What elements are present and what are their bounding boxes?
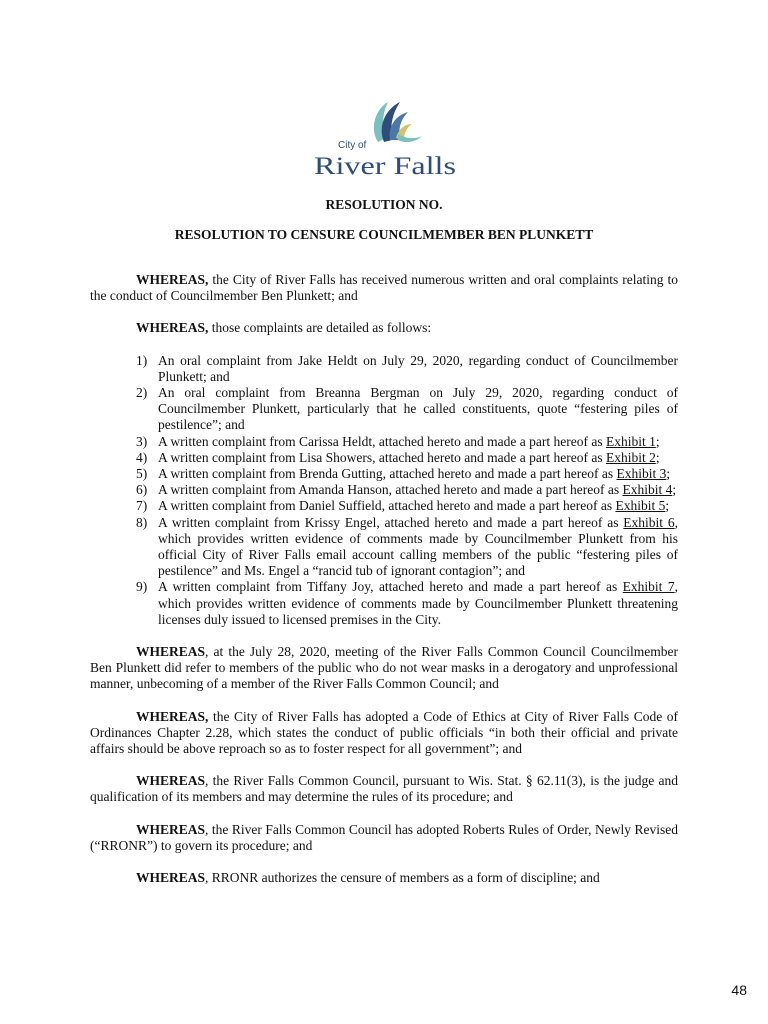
- complaints-list: [90, 353, 678, 628]
- exhibit-link[interactable]: Exhibit 1: [605, 433, 656, 449]
- whereas-text: the City of River Falls has adopted a Code of Ethics at City of River Falls Code of Ordinances Chapter 2.28, which states the conduct of public officials “in both their official and private affairs should be above reproach so as to foster respect for all government”; and: [90, 708, 678, 757]
- complaint-text: A written complaint from Daniel Suffield, attached hereto and made a part hereof as: [158, 498, 616, 514]
- exhibit-link[interactable]: Exhibit 2: [605, 449, 656, 465]
- complaint-item: [90, 385, 678, 434]
- logo-city-of-text: City of: [338, 140, 367, 151]
- whereas-paragraph: [90, 644, 678, 693]
- complaint-text-after: ;: [655, 433, 660, 449]
- complaint-number: 1): [136, 352, 148, 368]
- complaint-number: 9): [136, 579, 148, 595]
- complaint-item: [90, 482, 678, 498]
- whereas-paragraph: [90, 773, 678, 805]
- complaint-number: 5): [136, 466, 148, 482]
- river-falls-logo-graphic: [312, 96, 458, 180]
- whereas-text: , RRONR authorizes the censure of members as a form of discipline; and: [205, 870, 600, 886]
- complaint-text: A written complaint from Amanda Hanson, attached hereto and made a part hereof as: [158, 482, 623, 498]
- complaint-text-after: ;: [655, 449, 660, 465]
- whereas-text: the City of River Falls has received numerous written and oral complaints relating to the conduct of Councilmember Ben Plunkett; and: [90, 272, 678, 304]
- complaint-text: A written complaint from Lisa Showers, attached hereto and made a part hereof as: [158, 449, 606, 465]
- whereas-text: , at the July 28, 2020, meeting of the River Falls Common Council Councilmember Ben Plunkett did refer to members of the public who do not wear masks in a derogatory and unprofessional manner, unbecoming of a member of the River Falls Common Council; and: [90, 644, 678, 692]
- resolution-number-heading: RESOLUTION NO.: [325, 197, 443, 212]
- complaint-number: 6): [136, 482, 148, 498]
- complaint-text: A written complaint from Krissy Engel, attached hereto and made a part hereof as: [158, 514, 624, 530]
- whereas-lead: WHEREAS: [136, 644, 206, 660]
- whereas-paragraph: [90, 320, 678, 336]
- complaint-text-after: , which provides written evidence of comments made by Councilmember Plunkett from his official City of River Falls email account calling members of the public “festering piles of pestilence” and Ms. Engel a “rancid tub of ignorant contagion”; and: [158, 514, 678, 579]
- complaint-item: [90, 353, 678, 385]
- complaint-item: [90, 498, 678, 514]
- whereas-paragraph: [90, 272, 678, 304]
- exhibit-link[interactable]: Exhibit 3: [616, 466, 667, 482]
- complaint-item: [90, 450, 678, 466]
- complaint-number: 7): [136, 498, 148, 514]
- page-number: 48: [731, 982, 747, 998]
- logo-river-falls-text: River Falls: [314, 153, 456, 180]
- complaint-text: A written complaint from Carissa Heldt, attached hereto and made a part hereof as: [158, 433, 606, 449]
- resolution-title: RESOLUTION TO CENSURE COUNCILMEMBER BEN PLUNKETT: [174, 227, 594, 242]
- exhibit-link[interactable]: Exhibit 7: [622, 579, 675, 595]
- complaint-item: [90, 579, 678, 628]
- whereas-lead: WHEREAS: [136, 870, 206, 886]
- complaint-text: A written complaint from Tiffany Joy, attached hereto and made a part hereof as: [158, 579, 623, 595]
- resolution-body: [90, 272, 678, 902]
- whereas-text: those complaints are detailed as follows:: [208, 320, 432, 336]
- whereas-paragraph: [90, 709, 678, 758]
- complaint-text-after: ;: [665, 498, 670, 514]
- complaint-text-after: ;: [666, 466, 671, 482]
- complaint-text: A written complaint from Brenda Gutting, attached hereto and made a part hereof as: [158, 466, 617, 482]
- complaint-text-after: ;: [672, 482, 677, 498]
- whereas-text: , the River Falls Common Council, pursuant to Wis. Stat. § 62.11(3), is the judge and qualification of its members and may determine the rules of its procedure; and: [90, 773, 678, 805]
- complaint-number: 8): [136, 514, 148, 530]
- exhibit-link[interactable]: Exhibit 5: [615, 498, 666, 514]
- whereas-lead: WHEREAS: [136, 821, 206, 837]
- exhibit-link[interactable]: Exhibit 6: [623, 514, 675, 530]
- whereas-lead: WHEREAS,: [136, 708, 209, 724]
- complaint-text: An oral complaint from Breanna Bergman on July 29, 2020, regarding conduct of Councilmember Plunkett, particularly that he called constituents, quote “festering piles of pestilence”; and: [158, 385, 678, 433]
- whereas-lead: WHEREAS: [136, 773, 206, 789]
- complaint-number: 3): [136, 433, 148, 449]
- city-logo: [312, 96, 458, 180]
- complaint-number: 4): [136, 449, 148, 465]
- exhibit-link[interactable]: Exhibit 4: [622, 482, 673, 498]
- complaint-item: [90, 466, 678, 482]
- complaint-item: [90, 434, 678, 450]
- complaint-item: [90, 515, 678, 580]
- complaint-number: 2): [136, 385, 148, 401]
- whereas-text: , the River Falls Common Council has adopted Roberts Rules of Order, Newly Revised (“RRONR”) to govern its procedure; and: [90, 821, 678, 853]
- complaint-text-after: , which provides written evidence of comments made by Councilmember Plunkett threatening licenses duly issued to licensed premises in the City.: [158, 579, 678, 627]
- whereas-lead: WHEREAS,: [136, 320, 209, 336]
- complaint-text: An oral complaint from Jake Heldt on July 29, 2020, regarding conduct of Councilmember Plunkett; and: [158, 352, 678, 384]
- whereas-paragraph: [90, 870, 678, 886]
- whereas-paragraph: [90, 822, 678, 854]
- whereas-lead: WHEREAS,: [136, 272, 209, 287]
